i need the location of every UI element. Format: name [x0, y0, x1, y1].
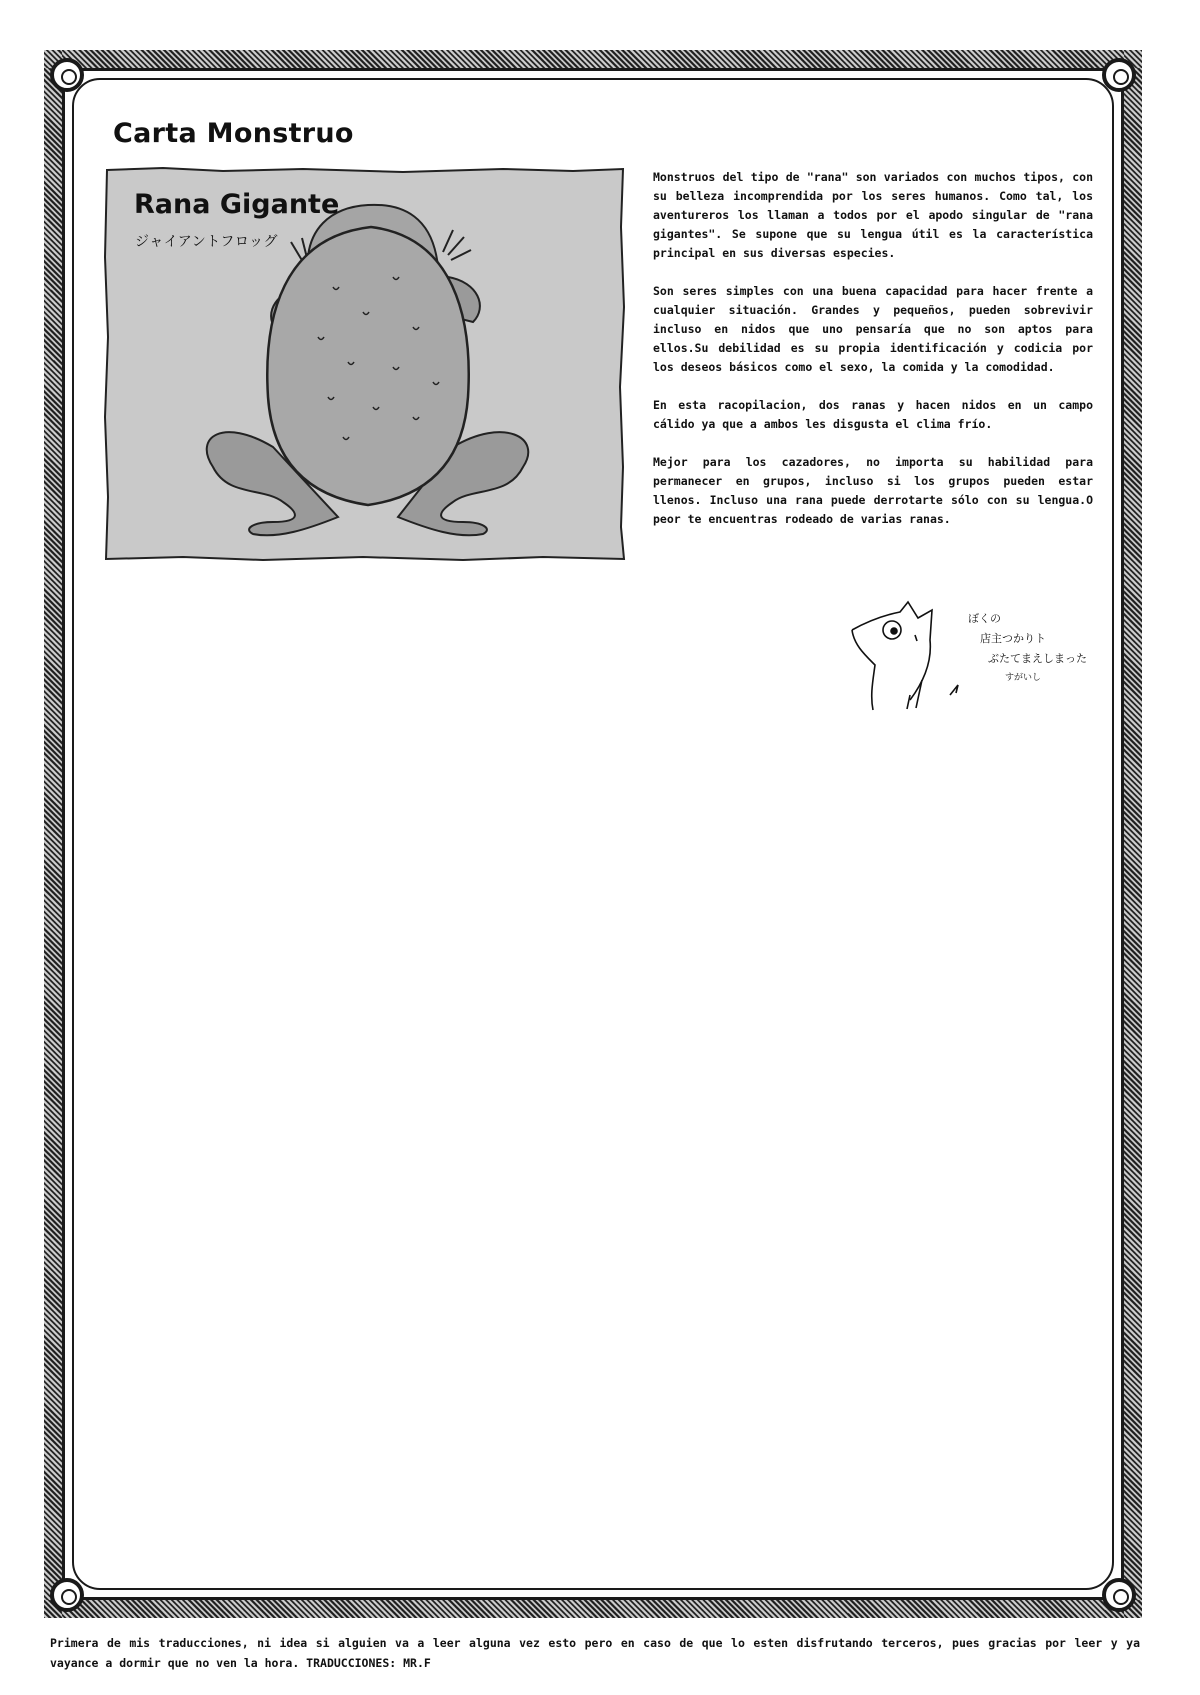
- monster-name-japanese: ジャイアントフロッグ: [135, 234, 279, 250]
- corner-ornament: [50, 58, 84, 92]
- description-paragraph: Monstruos del tipo de "rana" son variados con muchos tipos, con su belleza incomprendida por los seres humanos. Como tal, los aventureros los llaman a todos por el apodo singular de "rana gigantes". Se supone que su lengua útil es la característica principal en sus diversas especies.: [653, 170, 1093, 260]
- monster-description: [653, 168, 1093, 548]
- author-sketch: [840, 600, 1090, 720]
- description-paragraph: Mejor para los cazadores, no importa su habilidad para permanecer en grupos, incluso si los grupos pueden estar llenos. Incluso una rana puede derrotarte sólo con su lengua.O peor te encuentras rodeado de varias ranas.: [653, 455, 1093, 526]
- corner-ornament: [1102, 1578, 1136, 1612]
- description-paragraph: Son seres simples con una buena capacidad para hacer frente a cualquier situación. Grandes y pequeños, pueden sobrevivir incluso en nidos que uno pensaría que no son aptos para ellos.Su debilidad es su propia identificación y codicia por los deseos básicos como el sexo, la comida y la comodidad.: [653, 284, 1093, 374]
- description-paragraph: En esta racopilacion, dos ranas y hacen nidos en un campo cálido ya que a ambos les disgusta el clima frío.: [653, 398, 1093, 431]
- page-title: Carta Monstruo: [113, 118, 354, 149]
- sketch-note-line: ぼくの: [968, 612, 1001, 625]
- corner-ornament: [50, 1578, 84, 1612]
- corner-ornament: [1102, 58, 1136, 92]
- sketch-signature: すがいし: [1005, 673, 1042, 683]
- monster-name: Rana Gigante: [134, 189, 340, 220]
- sketch-note-line: ぶたてまえしまった: [988, 652, 1087, 665]
- translator-note: Primera de mis traducciones, ni idea si alguien va a leer alguna vez esto pero en caso de que lo esten disfrutando terceros, pues gracias por leer y ya vayance a dormir que no ven la hora. TRADUCCIONES: MR.F: [50, 1636, 1140, 1670]
- frog-illustration: [103, 167, 626, 562]
- sketch-note-line: 店主つかりト: [980, 632, 1046, 645]
- cat-doodle-icon: [840, 600, 1090, 720]
- monster-card: [103, 167, 626, 562]
